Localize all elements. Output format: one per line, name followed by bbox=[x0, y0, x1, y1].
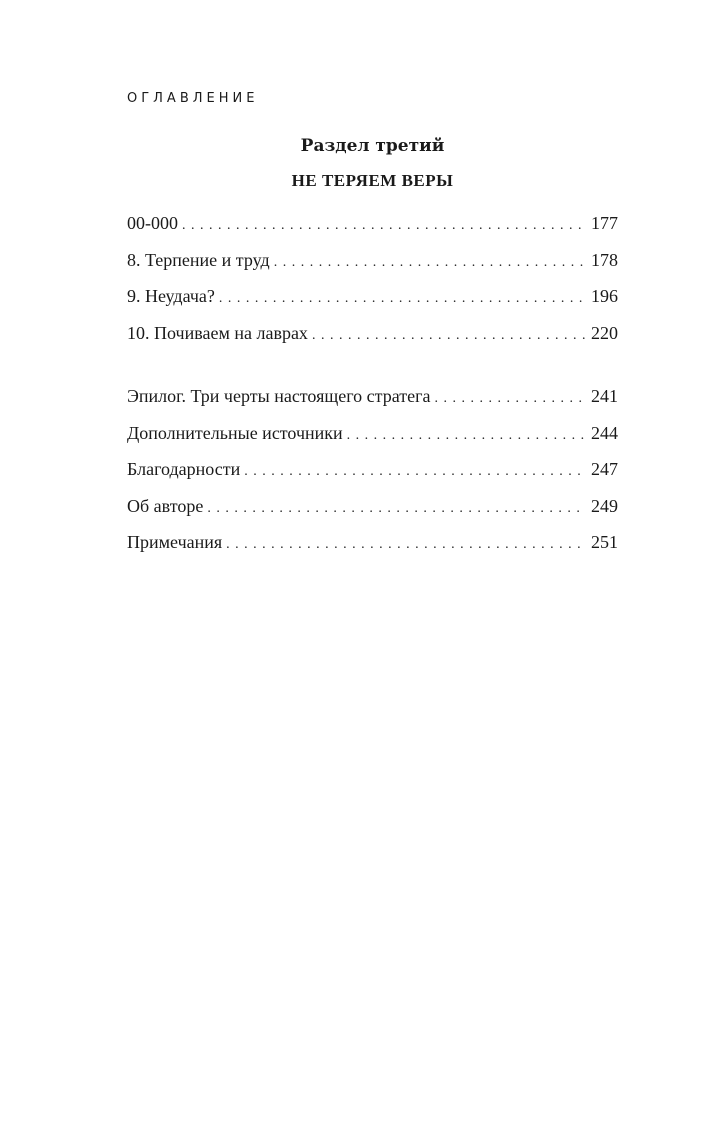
toc-entry-page: 178 bbox=[591, 249, 618, 270]
toc-entry-page: 196 bbox=[591, 286, 618, 306]
toc-entry-label: Эпилог. Три черты настоящего стратега bbox=[127, 386, 431, 406]
toc-entry bbox=[127, 532, 618, 569]
toc-entry bbox=[127, 496, 618, 533]
dot-leader bbox=[226, 532, 586, 553]
toc-entry-label: 8. Терпение и труд bbox=[127, 249, 270, 270]
toc-entry-label: 10. Почиваем на лаврах bbox=[127, 322, 308, 343]
toc-entry bbox=[127, 423, 618, 460]
dot-leader bbox=[274, 250, 586, 271]
toc-entry bbox=[127, 286, 618, 323]
dot-leader bbox=[244, 459, 586, 480]
toc-entry bbox=[127, 323, 618, 360]
toc-entry-page: 241 bbox=[591, 386, 618, 406]
toc-entry-label: Дополнительные источники bbox=[127, 422, 343, 443]
toc-entry-page: 249 bbox=[591, 495, 618, 516]
toc-entry-page: 177 bbox=[591, 213, 618, 233]
chapter-list bbox=[127, 213, 618, 359]
dot-leader bbox=[207, 496, 586, 517]
toc-entry-page: 251 bbox=[591, 532, 618, 552]
toc-entry-label: 00-000 bbox=[127, 213, 178, 233]
toc-entry-label: Об авторе bbox=[127, 495, 204, 516]
toc-entry-label: 9. Неудача? bbox=[127, 286, 215, 306]
back-matter-list bbox=[127, 386, 618, 569]
toc-entry-page: 244 bbox=[591, 422, 618, 443]
dot-leader bbox=[434, 386, 586, 407]
dot-leader bbox=[182, 213, 586, 234]
toc-entry bbox=[127, 213, 618, 250]
dot-leader bbox=[347, 423, 586, 444]
toc-entry-label: Благодарности bbox=[127, 459, 241, 479]
toc-entry bbox=[127, 459, 618, 496]
toc-entry-page: 247 bbox=[591, 459, 618, 479]
section-label: Раздел третий bbox=[300, 136, 445, 156]
toc-entry bbox=[127, 250, 618, 287]
toc-entry-page: 220 bbox=[591, 322, 618, 343]
dot-leader bbox=[312, 323, 586, 344]
toc-entry-label: Примечания bbox=[127, 532, 223, 552]
dot-leader bbox=[219, 286, 586, 307]
toc-entry bbox=[127, 386, 618, 423]
running-head: ОГЛАВЛЕНИЕ bbox=[127, 91, 259, 106]
section-title: НЕ ТЕРЯЕМ ВЕРЫ bbox=[291, 171, 454, 190]
